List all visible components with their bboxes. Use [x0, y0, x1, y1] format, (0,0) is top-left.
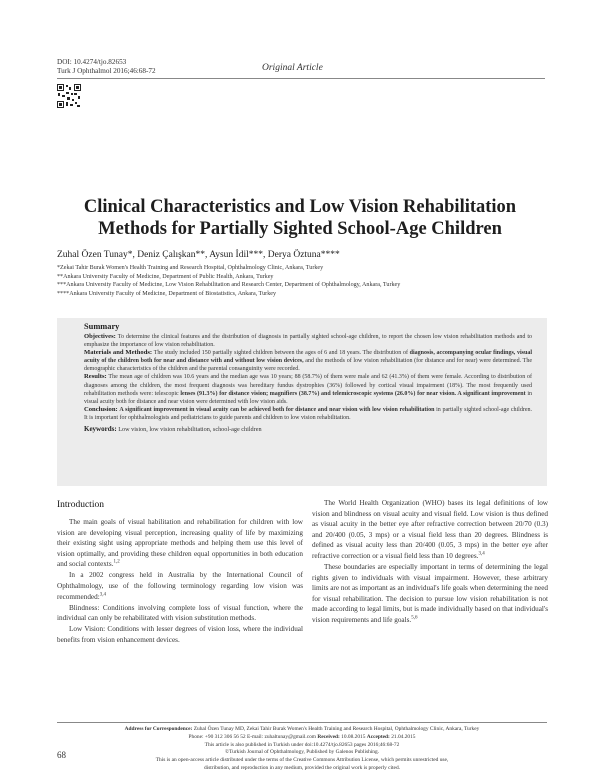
objectives-text: To determine the clinical features and the distribution of diagnosis in partially sighted school-age children, to report the chosen low vision rehabilitation methods and to emphasize the importance of low vision rehabilitation.	[84, 334, 532, 349]
footer-divider	[57, 722, 547, 723]
citation-ref[interactable]: 5,6	[411, 615, 418, 621]
article-title: Clinical Characteristics and Low Vision Rehabilitation Methods for Partially Sighted School-Age Children	[83, 197, 517, 239]
summary-keywords	[84, 425, 532, 434]
affiliation-item: ****Ankara University Faculty of Medicine, Department of Biostatistics, Ankara, Turkey	[57, 290, 276, 297]
header-divider	[57, 78, 545, 79]
methods-label: Materials and Methods:	[84, 349, 153, 357]
conclusion-text: in partially sighted school-age children. It is important for ophthalmologists and pediatricians to guide parents and children to low vision rehabilitation.	[84, 406, 533, 421]
conclusion-label: Conclusion:	[84, 405, 118, 413]
paragraph: The World Health Organization (WHO) bases its legal definitions of low vision and blindness on visual acuity and visual field. Low vision is thus defined as visual acuity in the better eye after refractive correction between 20/70 (0.3) and 20/400 (0.05, 3 mps) or a visual field less than 20 degrees. Blindness is defined as visual acuity less than 20/400 (0.05, 3 mps) in the better eye after refractive correction or a visual field less than 10 degrees.$^{3,4}$	[312, 499, 548, 560]
article-type: Original Article	[262, 63, 323, 73]
article-header-meta	[57, 58, 156, 76]
results-text: in visual acuity both for distance and near vision were determined with low vision aids.	[84, 390, 533, 405]
body-column-left	[57, 517, 303, 646]
body-column-right	[312, 498, 548, 626]
keywords-text: Low vision, low vision rehabilitation, school-age children	[118, 426, 262, 434]
summary-methods	[84, 349, 532, 373]
conclusion-text-highlight: A significant improvement in visual acuity can be achieved both for distance and near vision with low vision rehabilitation	[119, 406, 435, 413]
citation-ref[interactable]: 3,4	[99, 592, 106, 598]
doi[interactable]: DOI: 10.4274/tjo.82653	[57, 58, 127, 66]
paragraph: Blindness: Conditions involving complete loss of visual function, where the individual can only be rehabilitated with vision substitution methods.	[57, 603, 303, 623]
correspondence-footer	[57, 726, 547, 773]
affiliation-item: ***Ankara University Faculty of Medicine, Low Vision Rehabilitation and Research Center, Department of Ophthalmology, Ankara, Turkey	[57, 282, 401, 289]
qr-code-icon[interactable]	[57, 84, 81, 108]
copyright: ©Turkish Journal of Ophthalmology, Published by Galenos Publishing.	[224, 749, 380, 756]
summary-heading: Summary	[84, 322, 120, 331]
results-label: Results:	[84, 373, 107, 381]
contact-line: Phone: +90 312 306 56 52 E-mail: zuhaltunay@gmail.com Received: 10.08.2015 Accepted: 21.04.2015	[188, 733, 416, 740]
methods-text: and the methods of low vision rehabilitation (for distance and for near) were determined. The demographic characteristics of the children and the parental consanguinity were recorded.	[84, 358, 532, 373]
summary-results	[84, 373, 532, 405]
paragraph: Low Vision: Conditions with lesser degrees of vision loss, where the individual benefits from vision enhancement devices.	[57, 625, 303, 645]
objectives-label: Objectives:	[84, 333, 116, 340]
introduction-heading: Introduction	[57, 500, 104, 510]
summary-objectives	[84, 333, 532, 349]
results-text: The mean age of children was 10.6 years and the median age was 10 years; 88 (58.7%) of them were male and 62 (41.3%) of them were female. According to distribution of diagnoses among the children, the most frequent diagnosis was hereditary fundus dystrophies (36%) followed by cortical visual impairment (18%). The most frequently used rehabilitation methods were: telescopic	[84, 374, 532, 397]
methods-text: The study included 150 partially sighted children between the ages of 6 and 18 years. The distribution of	[153, 350, 410, 357]
affiliation-list	[57, 264, 547, 298]
license-line: distribution, and reproduction in any medium, provided the original work is properly cited.	[204, 764, 400, 771]
citation-ref[interactable]: 3,4	[478, 551, 485, 557]
paragraph: These boundaries are especially important in terms of determining the legal rights given to individuals with visual impairment. However, these arbitrary limits are not as important as an individual's life goals when determining the need for visual rehabilitation. The decision to pursue low vision rehabilitation is not made according to legal limits, but is made individually based on that individual's vision requirements and life goals.$^{5,6}$	[312, 563, 548, 625]
paragraph: In a 2002 congress held in Australia by the International Council of Ophthalmology, use of the following terminology regarding low vision was recommended:$^{3,4}$	[57, 571, 303, 601]
turkish-note: This article is also published in Turkish under doi:10.4274/tjo.82653 pages 2016;46:68-72	[204, 741, 400, 748]
citation-ref[interactable]: 1,2	[113, 559, 120, 565]
summary-conclusion	[84, 406, 532, 422]
license-line: This is an open-access article distributed under the terms of the Creative Commons Attribution License, which permits unrestricted use,	[155, 757, 449, 764]
paragraph: The main goals of visual habilitation and rehabilitation for children with low vision are developing visual perception, increasing quality of life by maximizing their existing sight using appropriate methods and helping them use this level of vision optimally, and providing these children equal opportunities in both education and social contexts.$^{1,2}$	[57, 518, 303, 569]
keywords-label: Keywords:	[84, 425, 117, 434]
correspondence-line: Address for Correspondence: Zuhal Özen Tunay MD, Zekai Tahir Burak Women's Health Training and Research Hospital, Ophthalmology Clinic, Ankara, Turkey	[124, 726, 480, 732]
methods-text-highlight: diagnosis, accompanying ocular findings, visual acuity of the children both for near and distance with and without low vision devices,	[84, 350, 532, 365]
summary-section	[84, 322, 532, 434]
affiliation-item: **Ankara University Faculty of Medicine, Department of Public Health, Ankara, Turkey	[57, 273, 274, 280]
author-list: Zuhal Özen Tunay*, Deniz Çalışkan**, Aysun İdil***, Derya Öztuna****	[57, 250, 340, 260]
citation: Turk J Ophthalmol 2016;46:68-72	[57, 67, 156, 75]
page-number: 68	[57, 750, 66, 760]
results-text-highlight: lenses (91.3%) for distance vision; magnifiers (38.7%) and telemicroscopic systems (26.0%) for near vision. A significant improvement	[180, 390, 526, 397]
affiliation-item: *Zekai Tahir Burak Women's Health Training and Research Hospital, Ophthalmology Clinic, Ankara, Turkey	[57, 265, 324, 271]
